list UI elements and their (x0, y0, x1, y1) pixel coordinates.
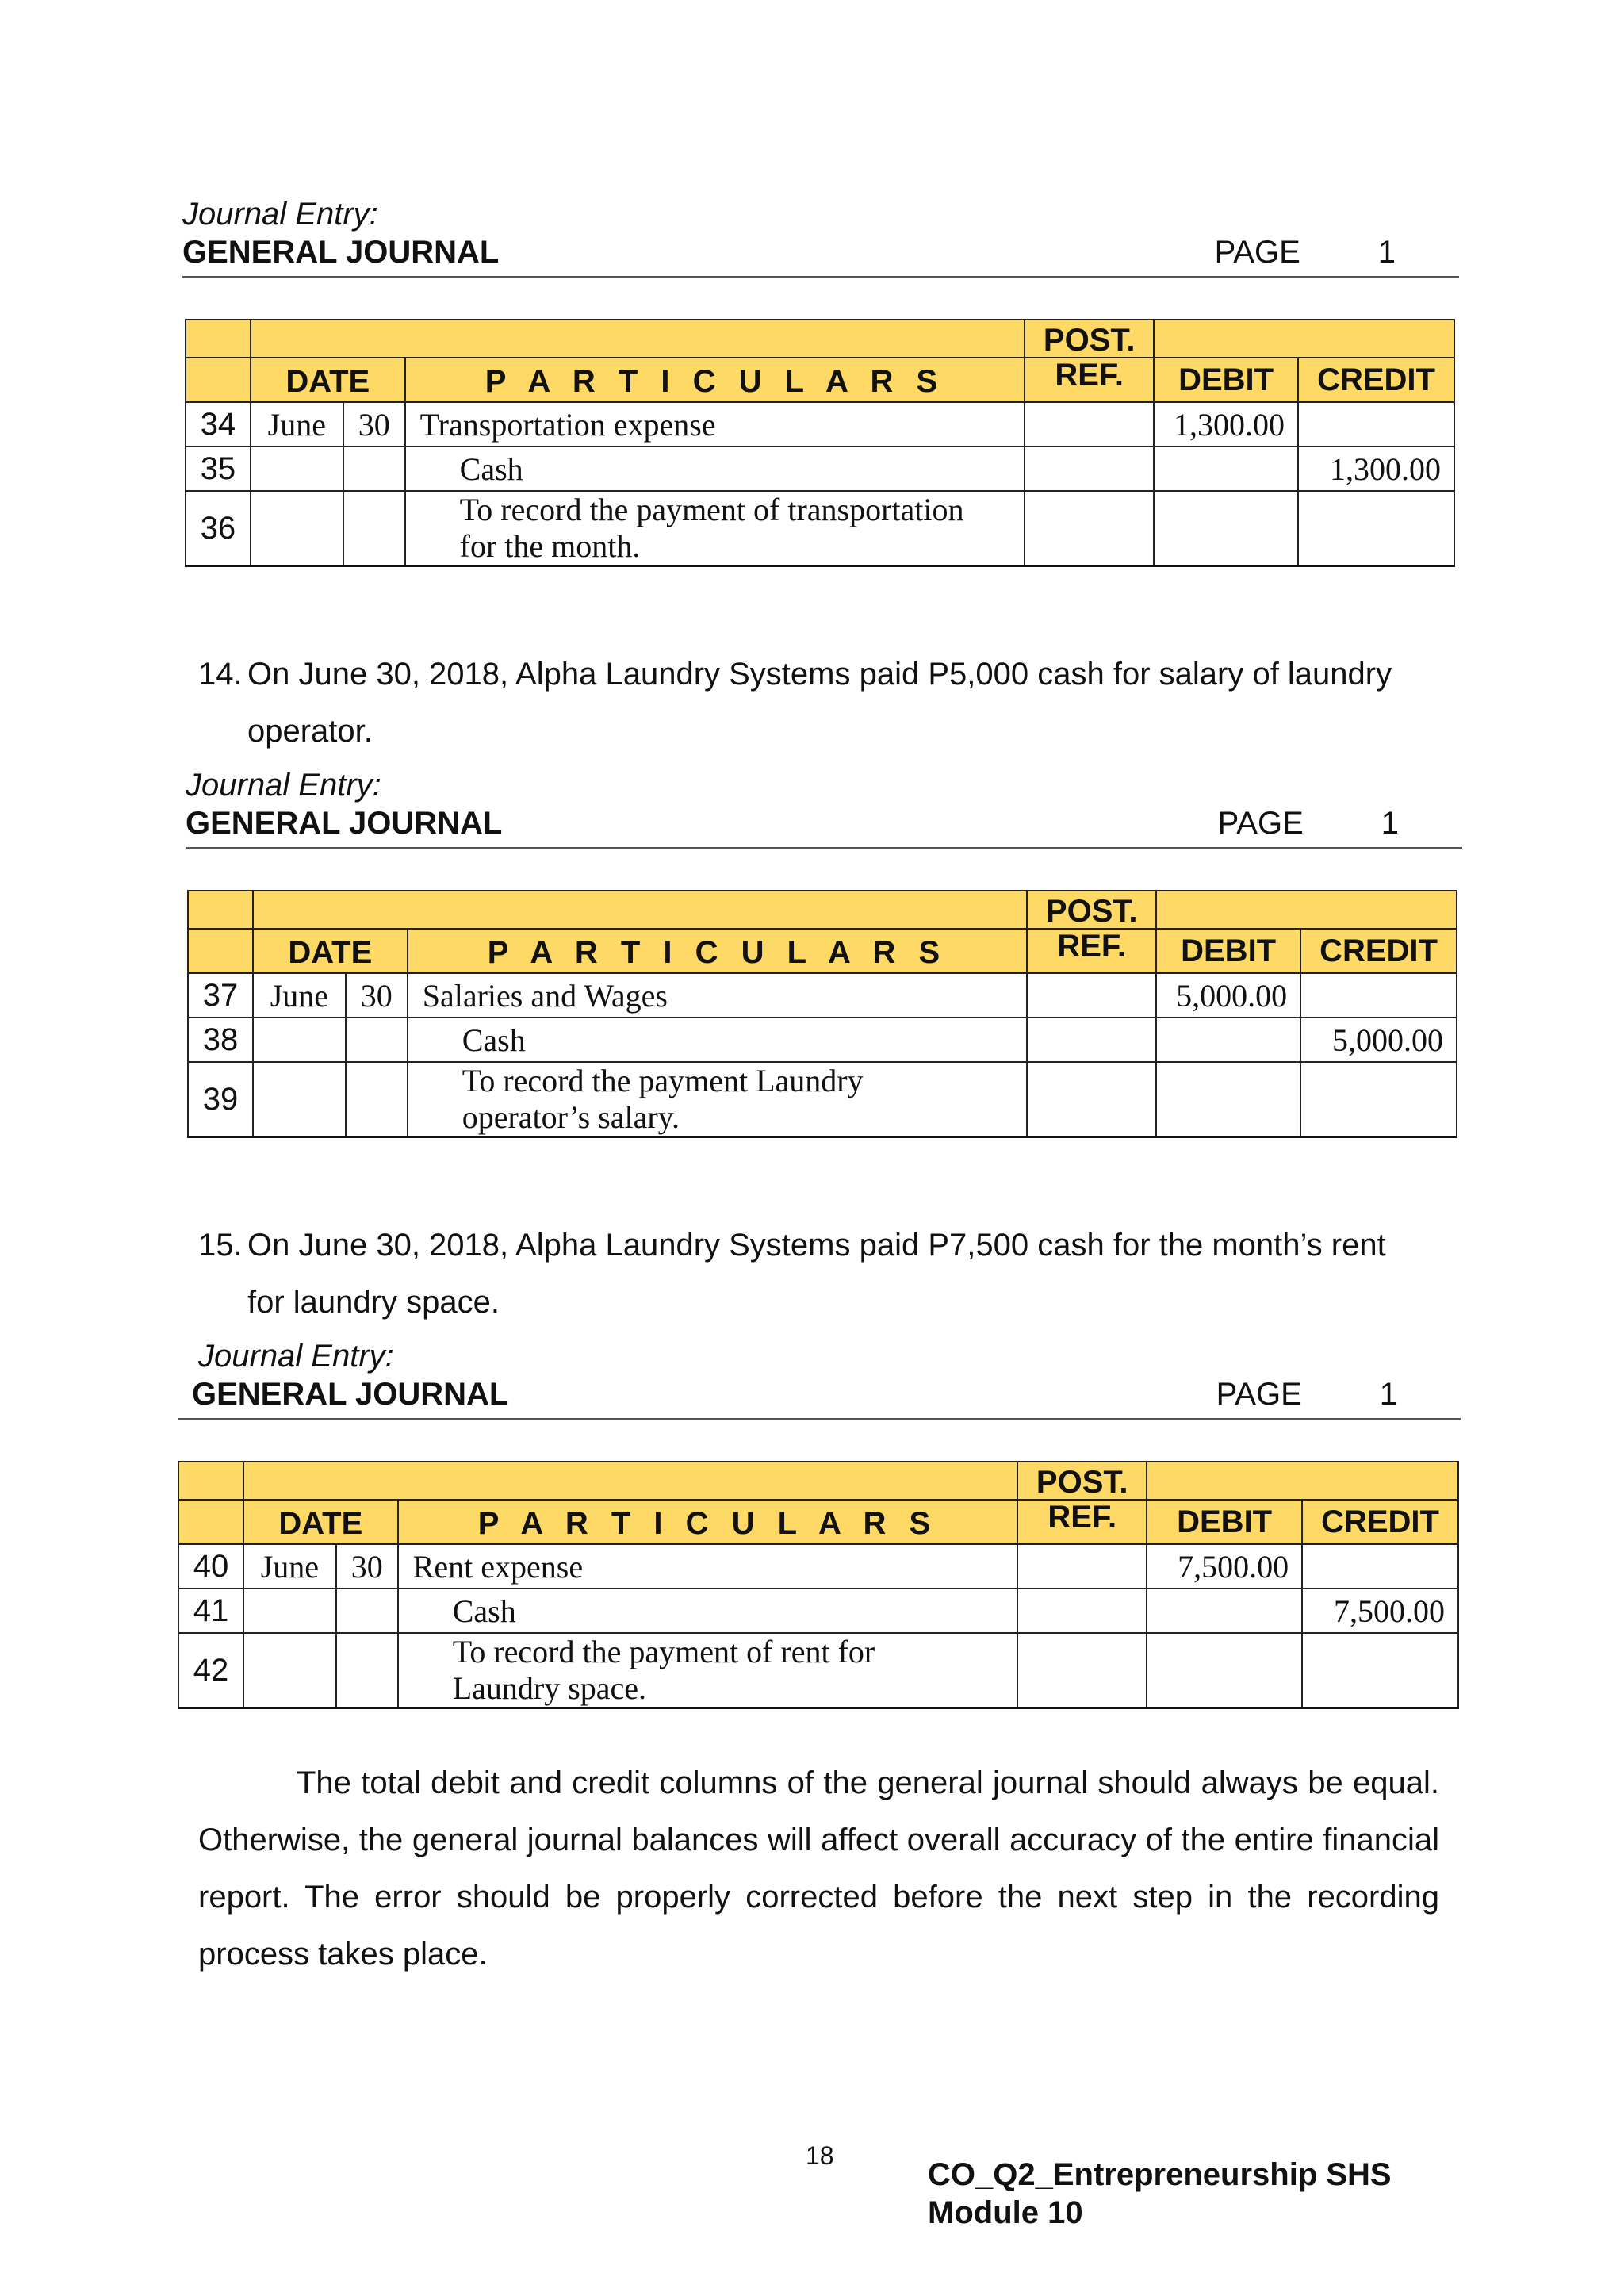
particulars-header: P A R T I C U L A R S (405, 358, 1025, 402)
particulars: Cash (398, 1589, 1018, 1633)
particulars: Cash (408, 1018, 1028, 1062)
date-day: 30 (343, 402, 405, 447)
post-ref-header: POST. (1027, 891, 1156, 929)
credit-header: CREDIT (1302, 1500, 1458, 1544)
line-number: 40 (178, 1544, 243, 1589)
explanation: To record the payment of rent for Laundry space. (398, 1633, 1018, 1708)
line-number: 39 (188, 1062, 253, 1137)
line-number: 35 (186, 447, 251, 491)
post-ref-header: POST. (1017, 1462, 1147, 1500)
date-header: DATE (251, 358, 405, 402)
journal-entry-label: Journal Entry: (198, 1339, 394, 1374)
line-number: 38 (188, 1018, 253, 1062)
post-ref-header: REF. (1017, 1500, 1147, 1544)
date-month: June (251, 402, 343, 447)
credit-amount: 1,300.00 (1298, 447, 1454, 491)
item-15: 15. On June 30, 2018, Alpha Laundry Systems paid P7,500 cash for the month’s rent for laundry space. (198, 1217, 1451, 1331)
page-number: 1 (1381, 806, 1399, 841)
particulars: Rent expense (398, 1544, 1018, 1589)
debit-header: DEBIT (1147, 1500, 1302, 1544)
debit-amount (1156, 1018, 1300, 1062)
table-row (178, 1589, 1458, 1633)
table-row (178, 1633, 1458, 1708)
table-row (186, 402, 1454, 447)
general-journal-title-row (186, 804, 1462, 849)
credit-amount: 7,500.00 (1302, 1589, 1458, 1633)
item-number: 14. (198, 657, 243, 692)
page-number-footer: 18 (806, 2141, 834, 2170)
date-day: 30 (346, 973, 408, 1018)
post-ref-header: REF. (1027, 929, 1156, 973)
journal-entry-label: Journal Entry: (186, 768, 381, 803)
date-header: DATE (243, 1500, 398, 1544)
journal-header-2 (186, 766, 1462, 849)
journal-header-3 (178, 1337, 1461, 1420)
debit-amount: 7,500.00 (1147, 1544, 1302, 1589)
date-header: DATE (253, 929, 408, 973)
page-number: 1 (1379, 1377, 1397, 1412)
debit-amount: 1,300.00 (1154, 402, 1298, 447)
credit-amount (1298, 402, 1454, 447)
table-row (186, 491, 1454, 566)
journal-table-2 (187, 890, 1457, 1138)
debit-amount (1154, 447, 1298, 491)
page-number: 1 (1377, 235, 1396, 270)
page-label: PAGE (1214, 235, 1300, 270)
line-number: 34 (186, 402, 251, 447)
debit-header: DEBIT (1156, 929, 1300, 973)
particulars-header: P A R T I C U L A R S (398, 1500, 1018, 1544)
credit-amount: 5,000.00 (1300, 1018, 1457, 1062)
line-number: 41 (178, 1589, 243, 1633)
general-journal-title: GENERAL JOURNAL (192, 1377, 509, 1412)
journal-table-3 (178, 1461, 1459, 1709)
particulars: Cash (405, 447, 1025, 491)
module-footer: CO_Q2_Entrepreneurship SHS Module 10 (928, 2157, 1392, 2230)
date-month: June (253, 973, 346, 1018)
credit-amount (1302, 1544, 1458, 1589)
item-number: 15. (198, 1228, 243, 1263)
debit-amount: 5,000.00 (1156, 973, 1300, 1018)
explanation: To record the payment of transportation for the month. (405, 491, 1025, 566)
date-month: June (243, 1544, 336, 1589)
debit-amount (1147, 1589, 1302, 1633)
credit-header: CREDIT (1300, 929, 1457, 973)
line-number: 42 (178, 1633, 243, 1708)
general-journal-title: GENERAL JOURNAL (186, 806, 503, 841)
particulars: Salaries and Wages (408, 973, 1028, 1018)
table-row (178, 1544, 1458, 1589)
table-row (188, 1018, 1457, 1062)
post-ref-header: REF. (1025, 358, 1154, 402)
page-label: PAGE (1216, 1377, 1302, 1412)
journal-entry-label: Journal Entry: (182, 197, 378, 232)
debit-header: DEBIT (1154, 358, 1298, 402)
post-ref-header: POST. (1025, 320, 1154, 358)
closing-paragraph: The total debit and credit columns of the general journal should always be equal. Otherwise, the general journal balances will affect overall accuracy of the entire financial report. The error should be properly corrected before the next step in the recording process takes place. (198, 1765, 1439, 1972)
explanation: To record the payment Laundry operator’s salary. (408, 1062, 1028, 1137)
general-journal-title-row (178, 1375, 1461, 1420)
credit-header: CREDIT (1298, 358, 1454, 402)
general-journal-title: GENERAL JOURNAL (182, 235, 500, 270)
particulars-header: P A R T I C U L A R S (408, 929, 1028, 973)
date-day: 30 (336, 1544, 398, 1589)
credit-amount (1300, 973, 1457, 1018)
table-row (186, 447, 1454, 491)
page-label: PAGE (1217, 806, 1304, 841)
general-journal-title-row (182, 233, 1459, 278)
journal-table-1 (185, 319, 1455, 567)
table-row (188, 973, 1457, 1018)
journal-header-1 (182, 195, 1459, 278)
item-14: 14. On June 30, 2018, Alpha Laundry Systems paid P5,000 cash for salary of laundry operator. (198, 646, 1451, 760)
table-row (188, 1062, 1457, 1137)
line-number: 36 (186, 491, 251, 566)
line-number: 37 (188, 973, 253, 1018)
particulars: Transportation expense (405, 402, 1025, 447)
